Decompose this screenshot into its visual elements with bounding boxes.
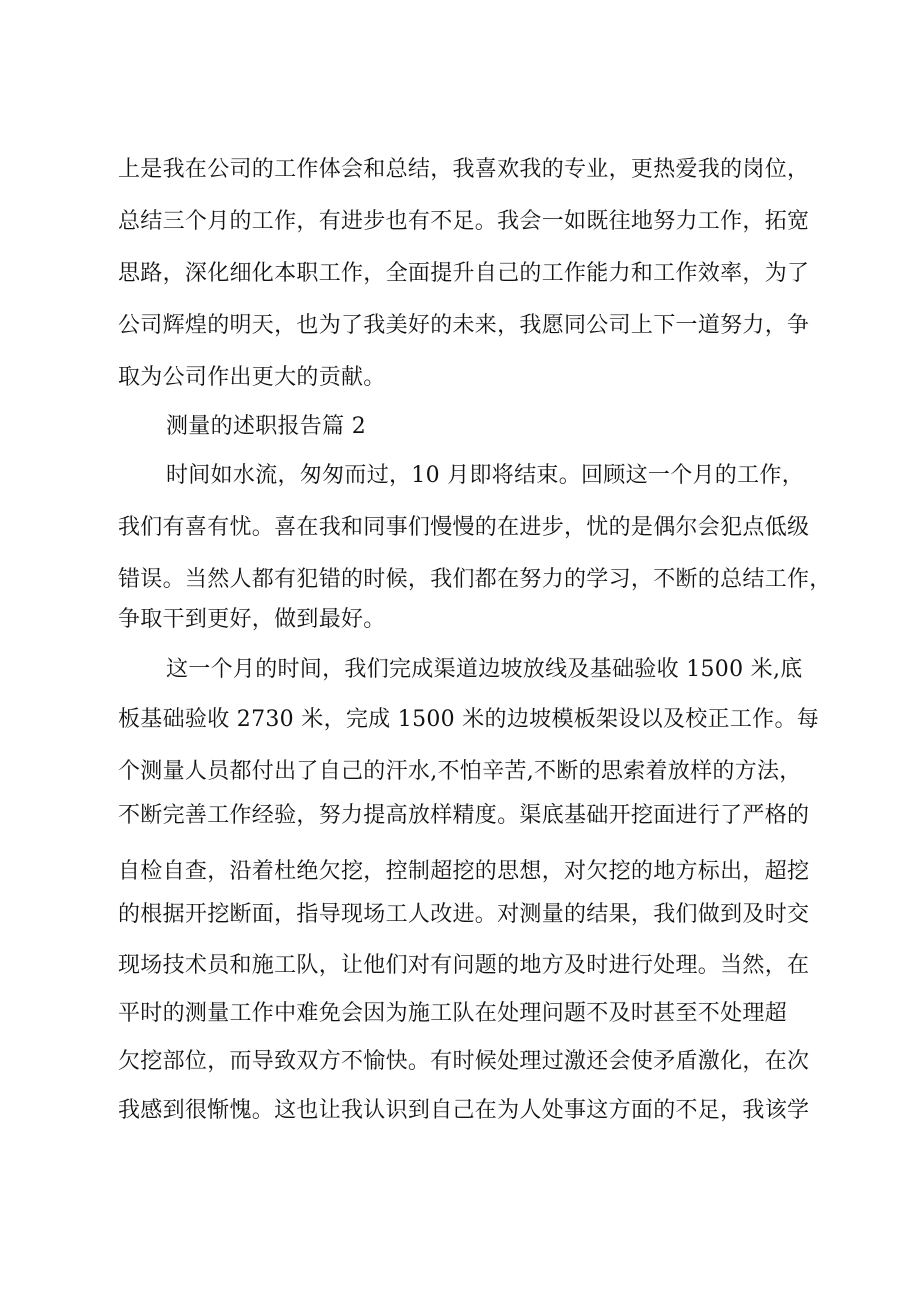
text-line: 取为公司作出更大的贡献。 <box>118 365 386 390</box>
text-line: 我们有喜有忧。喜在我和同事们慢慢的在进步，忧的是偶尔会犯点低级 <box>118 515 810 540</box>
text-line: 错误。当然人都有犯错的时候，我们都在努力的学习，不断的总结工作， <box>118 567 832 592</box>
text-line: 个测量人员都付出了自己的汗水,不怕辛苦,不断的思索着放样的方法， <box>118 759 802 784</box>
text-line: 思路，深化细化本职工作，全面提升自己的工作能力和工作效率，为了 <box>118 261 810 286</box>
text-line: 这一个月的时间，我们完成渠道边坡放线及基础验收 1500 米,底 <box>166 657 803 682</box>
text-line: 总结三个月的工作，有进步也有不足。我会一如既往地努力工作，拓宽 <box>118 209 810 234</box>
text-line: 上是我在公司的工作体会和总结，我喜欢我的专业，更热爱我的岗位， <box>118 157 810 182</box>
text-line: 时间如水流，匆匆而过，10 月即将结束。回顾这一个月的工作， <box>166 463 804 488</box>
text-line: 争取干到更好，做到最好。 <box>118 607 386 632</box>
text-line: 现场技术员和施工队，让他们对有问题的地方及时进行处理。当然，在 <box>118 953 810 978</box>
section-heading: 测量的述职报告篇 2 <box>166 414 366 439</box>
text-line: 板基础验收 2730 米，完成 1500 米的边坡模板架设以及校正工作。每 <box>118 707 820 732</box>
text-line: 公司辉煌的明天，也为了我美好的未来，我愿同公司上下一道努力，争 <box>118 313 810 338</box>
text-line: 平时的测量工作中难免会因为施工队在处理问题不及时甚至不处理超 <box>118 1001 788 1026</box>
text-line: 的根据开挖断面，指导现场工人改进。对测量的结果，我们做到及时交 <box>118 902 810 927</box>
text-line: 自检自查，沿着杜绝欠挖，控制超挖的思想，对欠挖的地方标出，超挖 <box>118 859 810 884</box>
text-line: 不断完善工作经验，努力提高放样精度。渠底基础开挖面进行了严格的 <box>118 803 810 828</box>
text-line: 欠挖部位，而导致双方不愉快。有时候处理过激还会使矛盾激化，在次 <box>118 1049 810 1074</box>
text-line: 我感到很惭愧。这也让我认识到自己在为人处事这方面的不足，我该学 <box>118 1098 810 1123</box>
